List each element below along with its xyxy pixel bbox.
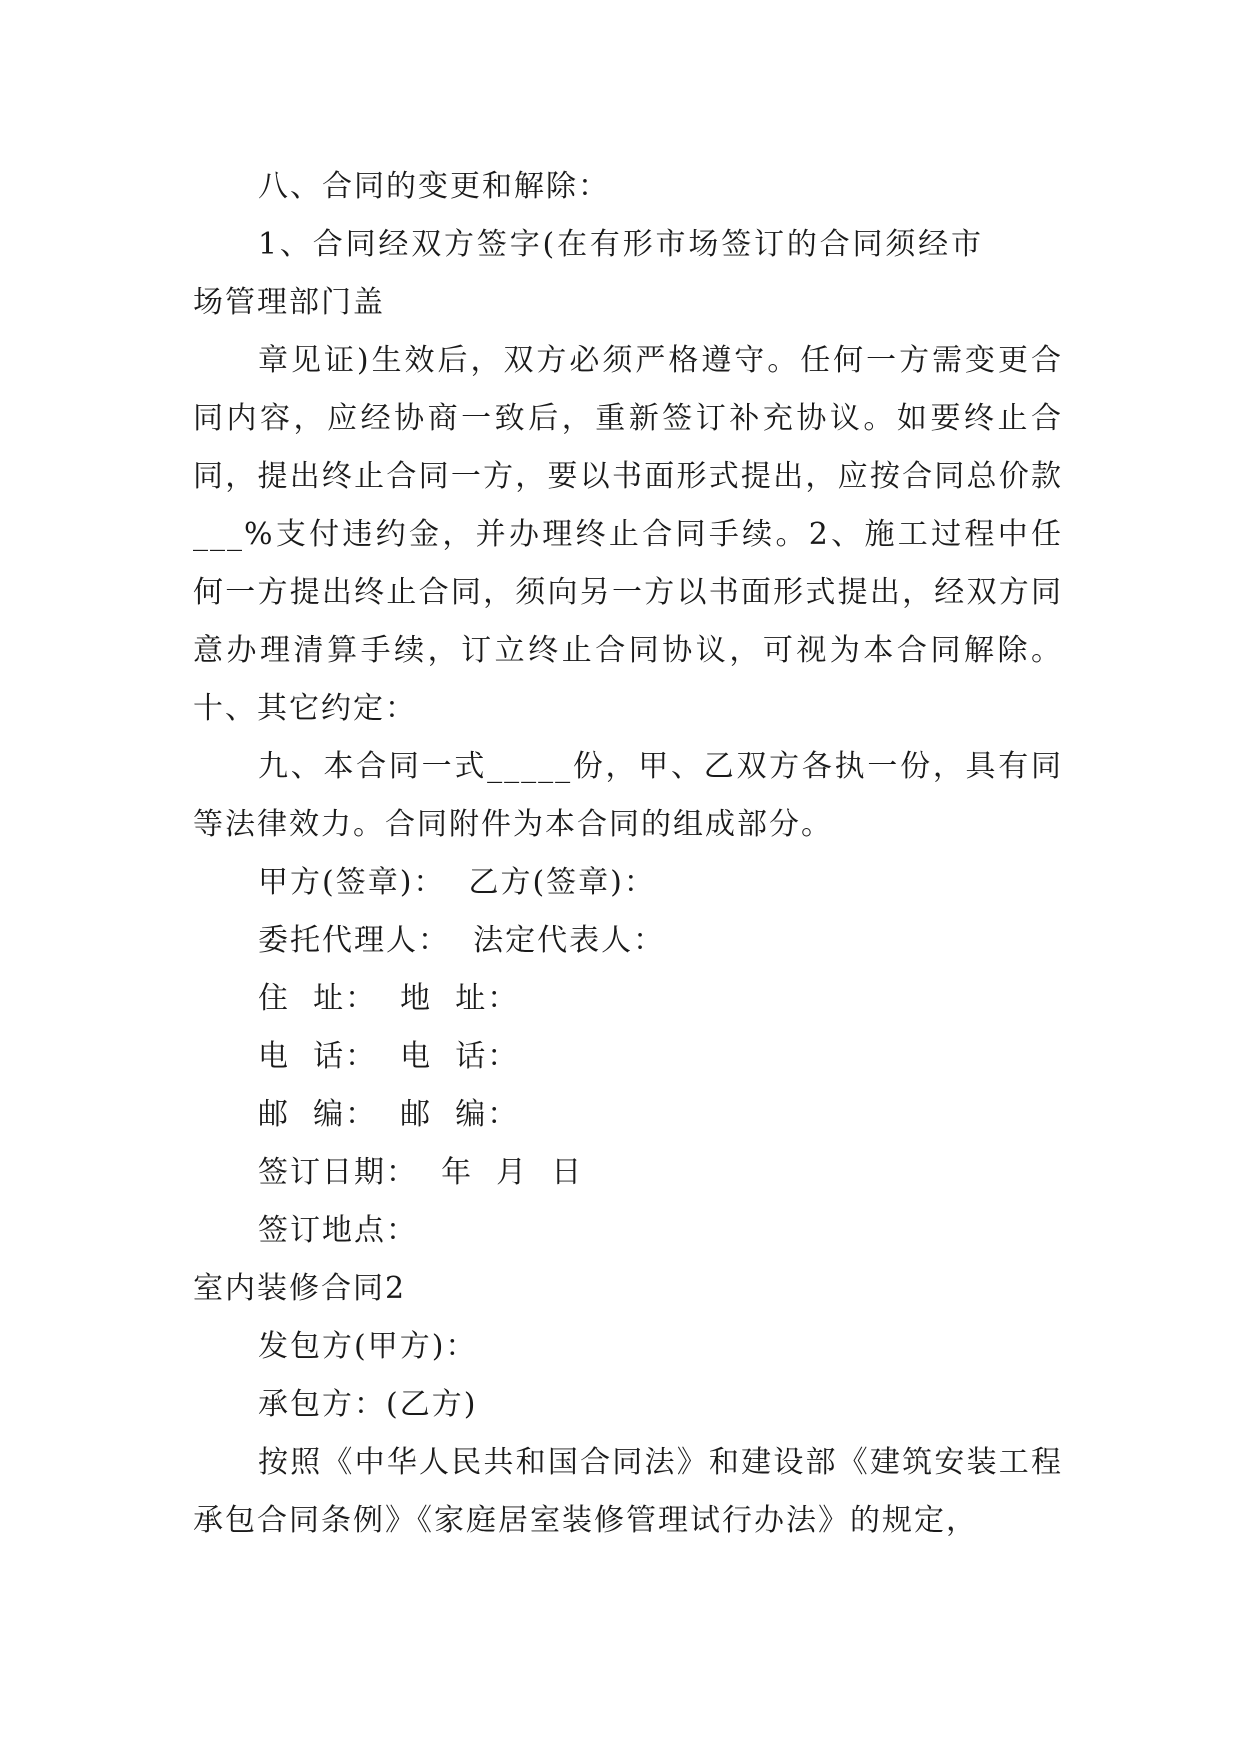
contract-2-party-b: 承包方：(乙方) <box>258 1387 478 1422</box>
signature-party-line: 甲方(签章)： 乙方(签章)： <box>258 865 656 900</box>
contract-2-preamble: 按照《中华人民共和国合同法》和建设部《建筑安装工程承包合同条例》《家庭居室装修管理试行办法》的规定， <box>193 1445 1063 1538</box>
signing-place-line: 签订地点： <box>258 1213 418 1248</box>
agent-representative-line: 委托代理人： 法定代表人： <box>258 923 666 958</box>
clause-1-body: 章见证)生效后，双方必须严格遵守。任何一方需变更合同内容，应经协商一致后，重新签订补充协议。如要终止合同，提出终止合同一方，要以书面形式提出，应按合同总价款___%支付违约金，并办理终止合同手续。2、施工过程中任何一方提出终止合同，须向另一方以书面形式提出，经双方同意办理清算手续，订立终止合同协议，可视为本合同解除。十、其它约定： <box>193 343 1063 726</box>
contract-2-party-a: 发包方(甲方)： <box>258 1329 478 1364</box>
document-body <box>193 158 1063 1550</box>
contract-2-title: 室内装修合同2 <box>193 1271 407 1306</box>
postcode-line: 邮 编： 邮 编： <box>258 1097 520 1132</box>
phone-line: 电 话： 电 话： <box>258 1039 520 1074</box>
address-line: 住 址： 地 址： <box>258 981 520 1016</box>
signing-date-line: 签订日期： 年 月 日 <box>258 1155 584 1190</box>
section-9-paragraph: 九、本合同一式_____份，甲、乙双方各执一份，具有同等法律效力。合同附件为本合同的组成部分。 <box>193 749 1063 842</box>
section-8-heading: 八、合同的变更和解除： <box>258 169 610 204</box>
clause-1-start: 1、合同经双方签字(在有形市场签订的合同须经市场管理部门盖 <box>193 227 983 320</box>
